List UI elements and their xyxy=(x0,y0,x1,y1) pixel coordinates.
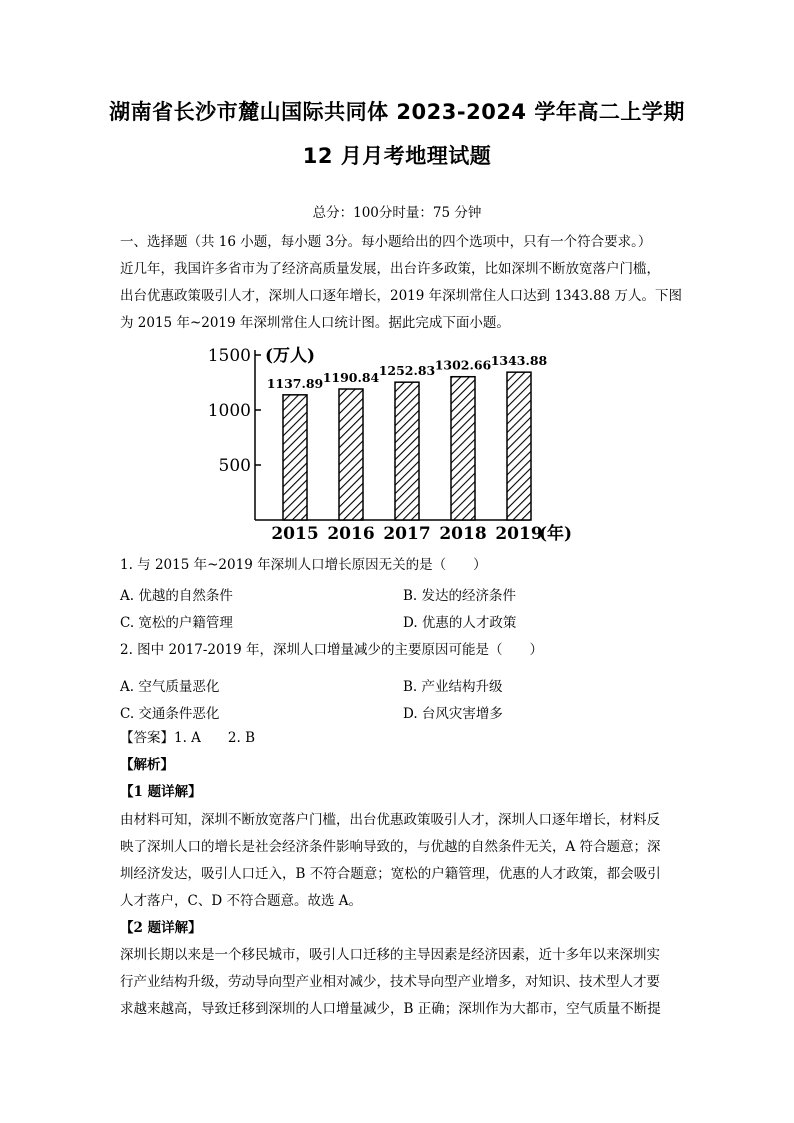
question-2-option-b[interactable]: B. 产业结构升级 xyxy=(403,679,503,695)
bar-value-label: 1190.84 xyxy=(322,370,380,386)
question-1-option-d[interactable]: D. 优惠的人才政策 xyxy=(403,615,517,631)
detail-2-line-3: 求越来越高，导致迁移到深圳的人口增量减少，B 正确；深圳作为大都市，空气质量不断提 xyxy=(120,1001,661,1017)
bar-value-label: 1343.88 xyxy=(490,353,548,369)
x-tick-label: 2018 xyxy=(439,524,487,544)
y-tick-label: 1000 xyxy=(207,401,251,421)
detail-1-line-4: 人才落户，C、D 不符合题意。故选 A。 xyxy=(120,893,362,909)
question-2-stem: 2. 图中 2017-2019 年，深圳人口增量减少的主要原因可能是（ ） xyxy=(120,642,544,658)
intro-line-1: 近几年，我国许多省市为了经济高质量发展，出台许多政策，比如深圳不断放宽落户门槛， xyxy=(120,261,660,277)
intro-line-2: 出台优惠政策吸引人才，深圳人口逐年增长，2019 年深圳常住人口达到 1343.88 万人。下图 xyxy=(120,288,683,304)
x-tick-label: 2017 xyxy=(383,524,431,544)
detail-2-line-1: 深圳长期以来是一个移民城市，吸引人口迁移的主导因素是经济因素，近十多年以来深圳实 xyxy=(120,947,660,963)
x-tick-label: 2016 xyxy=(327,524,375,544)
question-2-option-a[interactable]: A. 空气质量恶化 xyxy=(120,679,220,695)
detail-2-line-2: 行产业结构升级，劳动导向型产业相对减少，技术导向型产业增多，对知识、技术型人才要 xyxy=(120,974,660,990)
bar-2016 xyxy=(339,389,363,520)
intro-line-3: 为 2015 年~2019 年深圳常住人口统计图。据此完成下面小题。 xyxy=(120,315,510,331)
detail-1-line-1: 由材料可知，深圳不断放宽落户门槛，出台优惠政策吸引人才，深圳人口逐年增长，材料反 xyxy=(120,812,660,828)
question-1-stem: 1. 与 2015 年~2019 年深圳人口增长原因无关的是（ ） xyxy=(120,557,487,573)
question-2-option-c[interactable]: C. 交通条件恶化 xyxy=(120,706,220,722)
answer-line: 【答案】1. A 2. B xyxy=(120,730,256,746)
bar-2019 xyxy=(507,372,531,520)
x-tick-label: 2019 xyxy=(495,524,543,544)
question-1-option-b[interactable]: B. 发达的经济条件 xyxy=(403,588,517,604)
document-title-line1: 湖南省长沙市麓山国际共同体 2023-2024 学年高二上学期 xyxy=(109,100,685,124)
bar-value-label: 1302.66 xyxy=(434,357,492,373)
document-title-line2: 12 月月考地理试题 xyxy=(302,144,492,168)
section-heading: 一、选择题（共 16 小题，每小题 3分。每小题给出的四个选项中，只有一个符合要求。） xyxy=(120,234,652,250)
bar-value-label: 1252.83 xyxy=(378,363,436,379)
question-1-option-c[interactable]: C. 宽松的户籍管理 xyxy=(120,615,233,631)
bar-value-label: 1137.89 xyxy=(266,375,324,391)
y-axis-label: (万人) xyxy=(265,346,316,366)
bar-2015 xyxy=(283,395,307,520)
x-tick-label: 2015 xyxy=(271,524,319,544)
detail-2-label: 【2 题详解】 xyxy=(120,920,202,936)
question-1-option-a[interactable]: A. 优越的自然条件 xyxy=(120,588,233,604)
bar-2018 xyxy=(451,377,475,520)
detail-1-line-2: 映了深圳人口的增长是社会经济条件影响导致的，与优越的自然条件无关，A 符合题意；深 xyxy=(120,839,661,855)
detail-1-line-3: 圳经济发达，吸引人口迁入，B 不符合题意；宽松的户籍管理，优惠的人才政策，都会吸引 xyxy=(120,866,661,882)
population-bar-chart xyxy=(200,340,600,545)
analysis-label: 【解析】 xyxy=(120,757,174,773)
exam-meta: 总分：100分时量：75 分钟 xyxy=(312,205,482,221)
y-tick-label: 1500 xyxy=(207,346,251,366)
x-axis-label: (年) xyxy=(539,524,573,544)
bar-2017 xyxy=(395,382,419,520)
y-tick-label: 500 xyxy=(218,456,251,476)
question-2-option-d[interactable]: D. 台风灾害增多 xyxy=(403,706,503,722)
detail-1-label: 【1 题详解】 xyxy=(120,784,202,800)
